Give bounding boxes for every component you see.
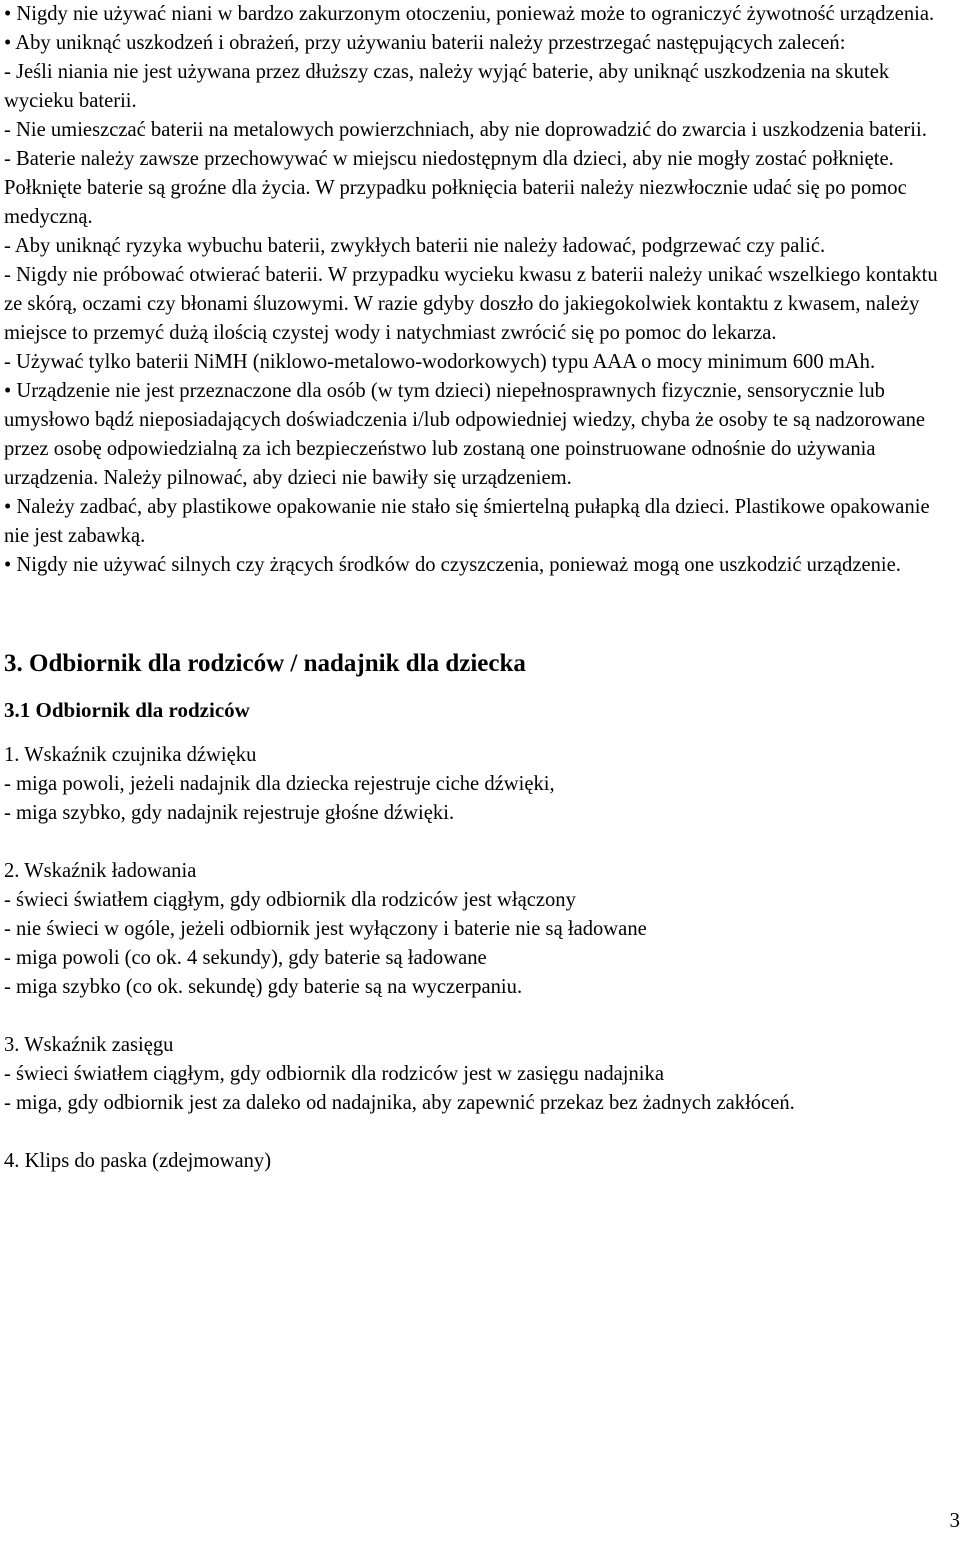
indicator-heading: 2. Wskaźnik ładowania — [4, 860, 197, 882]
battery-rule: - Aby uniknąć ryzyka wybuchu baterii, zwykłych baterii nie należy ładować, podgrzewać czy palić. — [4, 235, 826, 257]
indicator-line: - świeci światłem ciągłym, gdy odbiornik dla rodziców jest włączony — [4, 889, 576, 911]
indicator-heading: 4. Klips do paska (zdejmowany) — [4, 1150, 272, 1172]
indicator-line: - miga powoli (co ok. 4 sekundy), gdy baterie są ładowane — [4, 947, 487, 969]
indicator-item — [4, 1031, 958, 1118]
section-title: 3. Odbiornik dla rodziców / nadajnik dla dziecka — [4, 650, 526, 677]
warning-cleaning: • Nigdy nie używać silnych czy żrących środków do czyszczenia, ponieważ mogą one uszkodzić urządzenie. — [4, 554, 901, 576]
indicator-item — [4, 857, 958, 1002]
spacer — [4, 1118, 958, 1147]
page-number: 3 — [949, 1508, 960, 1532]
indicator-line: - świeci światłem ciągłym, gdy odbiornik dla rodziców jest w zasięgu nadajnika — [4, 1063, 664, 1085]
indicator-line: - nie świeci w ogóle, jeżeli odbiornik jest wyłączony i baterie nie są ładowane — [4, 918, 647, 940]
indicator-item — [4, 741, 958, 828]
indicator-heading: 3. Wskaźnik zasięgu — [4, 1034, 174, 1056]
document-page — [4, 0, 958, 1176]
indicator-heading: 1. Wskaźnik czujnika dźwięku — [4, 744, 257, 766]
battery-rule: - Nie umieszczać baterii na metalowych powierzchniach, aby nie doprowadzić do zwarcia i uszkodzenia baterii. — [4, 119, 927, 141]
indicator-line: - miga, gdy odbiornik jest za daleko od nadajnika, aby zapewnić przekaz bez żadnych zakłóceń. — [4, 1092, 795, 1114]
battery-rule: - Baterie należy zawsze przechowywać w miejscu niedostępnym dla dzieci, aby nie mogły zostać połknięte. Połknięte baterie są groźne dla życia. W przypadku połknięcia baterii należy niezwłocznie udać się po pomoc medyczną. — [4, 148, 907, 228]
indicator-line: - miga powoli, jeżeli nadajnik dla dziecka rejestruje ciche dźwięki, — [4, 773, 555, 795]
indicator-item — [4, 1147, 958, 1176]
spacer — [4, 725, 958, 741]
subsection-title: 3.1 Odbiornik dla rodziców — [4, 698, 250, 722]
spacer — [4, 828, 958, 857]
battery-rule: - Nigdy nie próbować otwierać baterii. W przypadku wycieku kwasu z baterii należy unikać wszelkiego kontaktu ze skórą, oczami czy błonami śluzowymi. W razie gdyby doszło do jakiegokolwiek kontaktu z kwasem, należy miejsce to przemyć dużą ilością czystej wody i natychmiast zwrócić się po pomoc do lekarza. — [4, 264, 938, 344]
spacer — [4, 580, 958, 638]
warning-dust: • Nigdy nie używać niani w bardzo zakurzonym otoczeniu, ponieważ może to ograniczyć żywotność urządzenia. — [4, 3, 935, 25]
spacer — [4, 1002, 958, 1031]
battery-rule: - Używać tylko baterii NiMH (niklowo-metalowo-wodorkowych) typu AAA o mocy minimum 600 mAh. — [4, 351, 876, 373]
indicator-line: - miga szybko (co ok. sekundę) gdy baterie są na wyczerpaniu. — [4, 976, 523, 998]
warning-persons: • Urządzenie nie jest przeznaczone dla osób (w tym dzieci) niepełnosprawnych fizycznie, sensorycznie lub umysłowo bądź nieposiadających doświadczenia i/lub odpowiedniej wiedzy, chyba że osoby te są nadzorowane przez osobę odpowiedzialną za ich bezpieczeństwo lub zostaną one poinstruowane odnośnie do używania urządzenia. Należy pilnować, aby dzieci nie bawiły się urządzeniem. — [4, 380, 926, 489]
battery-rule: - Jeśli niania nie jest używana przez dłuższy czas, należy wyjąć baterie, aby uniknąć uszkodzenia na skutek wycieku baterii. — [4, 61, 890, 112]
indicator-line: - miga szybko, gdy nadajnik rejestruje głośne dźwięki. — [4, 802, 455, 824]
warning-packaging: • Należy zadbać, aby plastikowe opakowanie nie stało się śmiertelną pułapką dla dzieci. Plastikowe opakowanie nie jest zabawką. — [4, 496, 930, 547]
warning-batteries-intro: • Aby uniknąć uszkodzeń i obrażeń, przy używaniu baterii należy przestrzegać następujących zaleceń: — [4, 32, 846, 54]
